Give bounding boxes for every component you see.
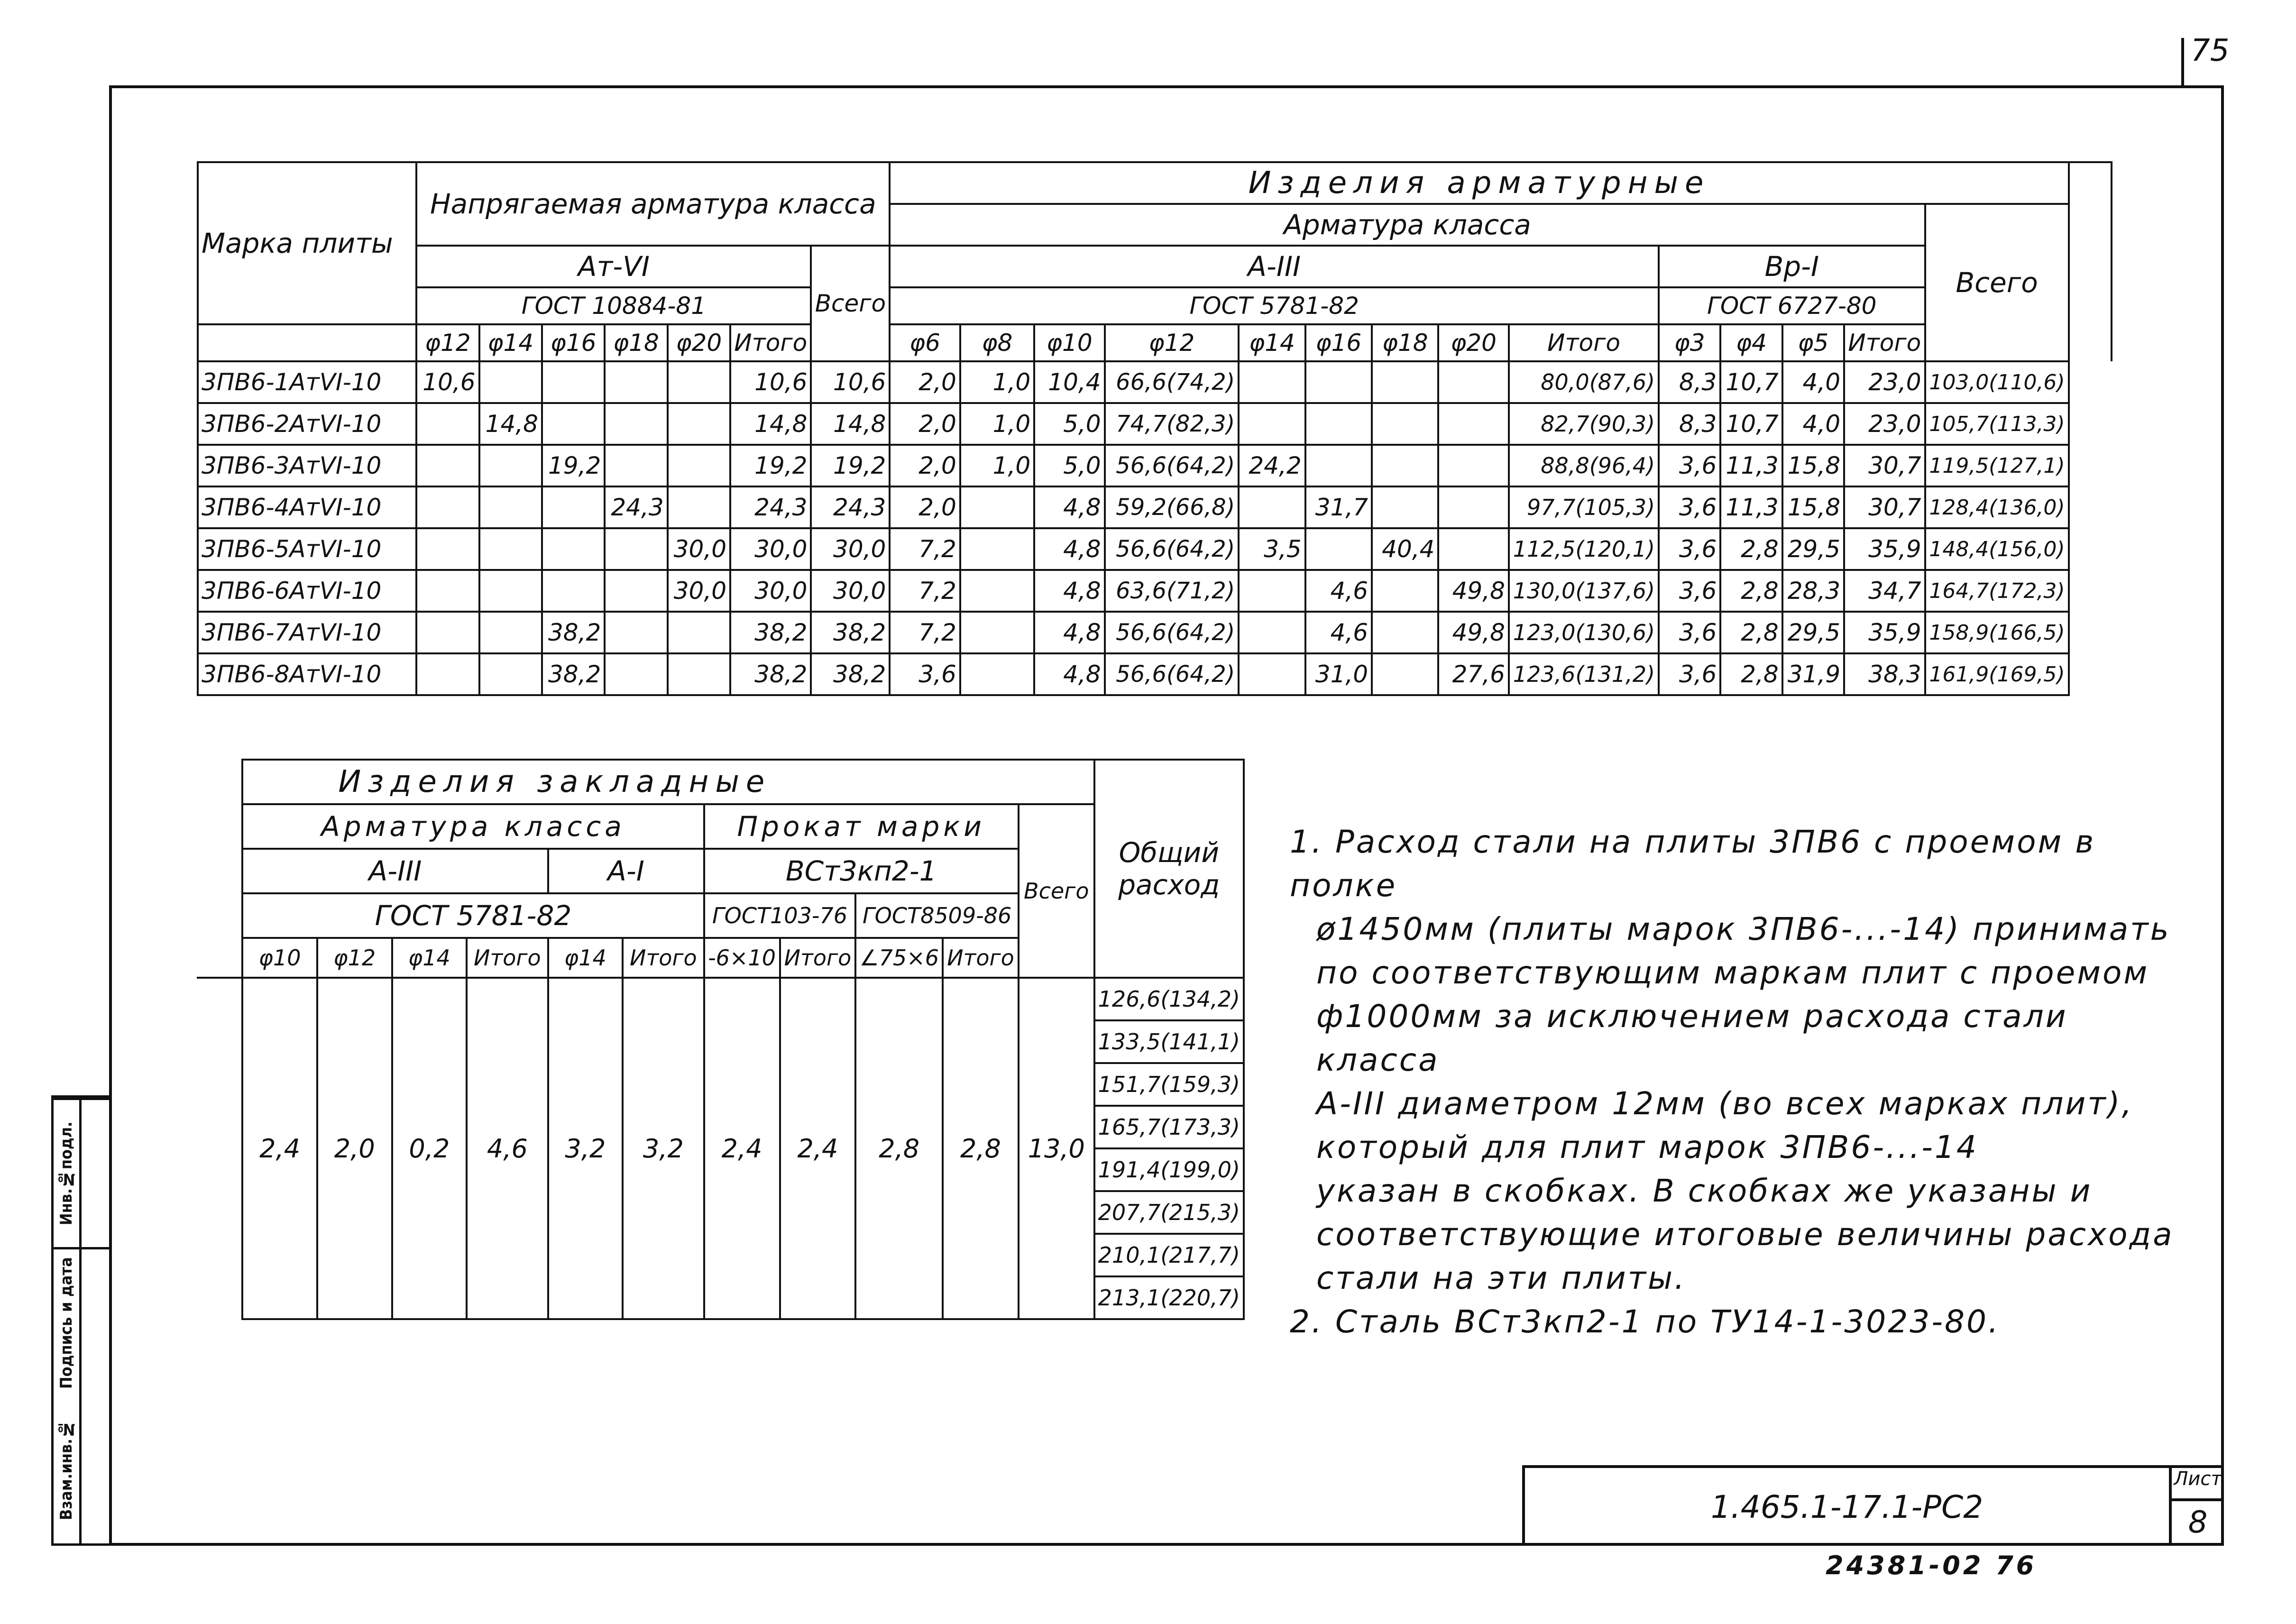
table-cell: 82,7(90,3) [1509, 403, 1659, 445]
table-cell: 19,2 [542, 445, 605, 486]
table-cell: 5,0 [1034, 445, 1104, 486]
table-cell: 4,0 [1782, 361, 1844, 403]
table-cell [542, 361, 605, 403]
table-cell: 10,7 [1720, 403, 1782, 445]
document-code: 1.465.1-17.1-РС2 [1710, 1488, 1984, 1525]
table-cell: 4,8 [1034, 486, 1104, 528]
col-bp: Итого [1844, 324, 1925, 361]
col-a3: φ20 [1438, 324, 1508, 361]
gost-a3: ГОСТ 5781-82 [890, 287, 1659, 324]
table-cell: 24,2 [1239, 445, 1305, 486]
note-1-line: указан в скобках. В скобках же указаны и [1316, 1173, 2093, 1209]
col-a3: Итого [1509, 324, 1659, 361]
table-cell: 3,6 [1659, 653, 1720, 695]
table-cell: 38,2 [730, 612, 811, 653]
table-cell [479, 445, 542, 486]
table-cell [1438, 528, 1508, 570]
table-cell: 34,7 [1844, 570, 1925, 612]
table-cell: 40,4 [1372, 528, 1438, 570]
total-consumption: 133,5(141,1) [1094, 1020, 1244, 1063]
sheet-box [2169, 1468, 2224, 1546]
table-cell [1372, 361, 1438, 403]
sheet-label: Лист [2172, 1468, 2224, 1501]
rebar-class-header: Арматура класса [890, 204, 1925, 246]
table-cell: 23,0 [1844, 403, 1925, 445]
table-cell: 10,6 [811, 361, 890, 403]
note-1-line: 1. Расход стали на плиты 3ПВ6 с проемом в полке [1290, 824, 2096, 904]
table-cell [1239, 612, 1305, 653]
edge-cell [2069, 570, 2112, 612]
table-cell: 56,6(64,2) [1105, 528, 1239, 570]
table-cell: 128,4(136,0) [1925, 486, 2069, 528]
total-consumption: 126,6(134,2) [1094, 978, 1244, 1020]
table-cell: 15,8 [1782, 486, 1844, 528]
table-cell: 3,5 [1239, 528, 1305, 570]
table-cell [1305, 361, 1372, 403]
table-cell: 30,0 [668, 570, 730, 612]
col-bp: φ3 [1659, 324, 1720, 361]
table-cell: 14,8 [730, 403, 811, 445]
embedded-value: 4,6 [467, 978, 548, 1319]
col-a3: φ8 [960, 324, 1034, 361]
table-cell [1305, 528, 1372, 570]
table-cell: 63,6(71,2) [1105, 570, 1239, 612]
edge-col [2069, 162, 2112, 361]
table-cell: 2,0 [890, 486, 960, 528]
table-row [197, 978, 1244, 1020]
table-cell: 56,6(64,2) [1105, 612, 1239, 653]
embedded-value: 3,2 [623, 978, 704, 1319]
table-cell [416, 528, 479, 570]
table-row [198, 570, 2112, 612]
table-cell [1372, 570, 1438, 612]
note-2: 2. Сталь ВСт3кп2-1 по ТУ14-1-3023-80. [1290, 1303, 2000, 1340]
rebar-table-body [198, 361, 2112, 695]
table-cell: 38,3 [1844, 653, 1925, 695]
table-cell [668, 653, 730, 695]
table-cell [605, 361, 667, 403]
table-cell: 164,7(172,3) [1925, 570, 2069, 612]
table-cell: 31,0 [1305, 653, 1372, 695]
table-cell: 2,0 [890, 361, 960, 403]
table-cell: 4,0 [1782, 403, 1844, 445]
table-cell: 3,6 [1659, 486, 1720, 528]
table-cell [1372, 403, 1438, 445]
table-row [198, 653, 2112, 695]
table-cell: 30,0 [730, 570, 811, 612]
table-cell: 31,9 [1782, 653, 1844, 695]
edge-cell [2069, 486, 2112, 528]
table-cell: 2,8 [1720, 612, 1782, 653]
emb-gost-5781: ГОСТ 5781-82 [242, 893, 704, 938]
emb-col: φ10 [242, 938, 317, 978]
table-cell: 38,2 [811, 653, 890, 695]
table-cell: 10,6 [416, 361, 479, 403]
table-cell: 10,6 [730, 361, 811, 403]
archive-number: 24381-02 76 [1826, 1551, 2037, 1580]
table-cell [1239, 570, 1305, 612]
table-cell: 80,0(87,6) [1509, 361, 1659, 403]
table-cell [416, 445, 479, 486]
edge-cell [2069, 612, 2112, 653]
col-a3: φ6 [890, 324, 960, 361]
table-cell: 4,8 [1034, 570, 1104, 612]
stamp-blank-3 [82, 1396, 110, 1543]
table-cell: 2,0 [890, 445, 960, 486]
table-cell: 56,6(64,2) [1105, 445, 1239, 486]
embedded-value: 2,4 [704, 978, 780, 1319]
table-cell [479, 612, 542, 653]
table-cell [960, 570, 1034, 612]
table-cell: 14,8 [811, 403, 890, 445]
col-at: φ18 [605, 324, 667, 361]
table-cell: 148,4(156,0) [1925, 528, 2069, 570]
steel-grade: ВСт3кп2-1 [704, 849, 1019, 893]
table-cell: 1,0 [960, 361, 1034, 403]
plate-mark: 3ПВ6-2АтVI-10 [198, 403, 416, 445]
sheet-number: 8 [2188, 1505, 2208, 1540]
table-cell: 10,7 [1720, 361, 1782, 403]
mark-header: Марка плиты [198, 162, 416, 324]
col-bp: φ4 [1720, 324, 1782, 361]
table-cell: 24,3 [811, 486, 890, 528]
table-cell [605, 570, 667, 612]
table-row [198, 612, 2112, 653]
table-cell: 88,8(96,4) [1509, 445, 1659, 486]
table-cell: 4,8 [1034, 612, 1104, 653]
table-cell: 28,3 [1782, 570, 1844, 612]
edge-cell [2069, 403, 2112, 445]
table-cell [605, 653, 667, 695]
table-cell: 30,0 [811, 528, 890, 570]
emb-col: Итого [467, 938, 548, 978]
table-cell: 112,5(120,1) [1509, 528, 1659, 570]
stamp-blank-1 [82, 1098, 110, 1247]
table-cell [1372, 612, 1438, 653]
embedded-value: 2,4 [242, 978, 317, 1319]
table-cell: 29,5 [1782, 528, 1844, 570]
col-at: Итого [730, 324, 811, 361]
emb-col: φ14 [392, 938, 467, 978]
embedded-value: 2,8 [943, 978, 1019, 1319]
table-cell: 59,2(66,8) [1105, 486, 1239, 528]
table-cell [479, 528, 542, 570]
table-row [198, 445, 2112, 486]
emb-class-a3: А-III [242, 849, 548, 893]
table-cell: 8,3 [1659, 403, 1720, 445]
note-1-line: ф1000мм за исключением расхода стали класса [1316, 998, 2068, 1078]
embedded-value: 2,0 [317, 978, 392, 1319]
table-cell: 14,8 [479, 403, 542, 445]
table-cell [605, 445, 667, 486]
corner-number: 75 [2191, 33, 2230, 68]
stamp-replace: Взам.инв.№ [57, 1420, 76, 1520]
gost-bp1: ГОСТ 6727-80 [1659, 287, 1925, 324]
note-1-line: ø1450мм (плиты марок 3ПВ6-...-14) принимать [1316, 911, 2171, 947]
table-cell [960, 528, 1034, 570]
table-cell [1438, 445, 1508, 486]
table-cell [479, 361, 542, 403]
table-cell [542, 570, 605, 612]
emb-gost-8509: ГОСТ8509-86 [855, 893, 1018, 938]
table-cell: 38,2 [811, 612, 890, 653]
emb-col: φ12 [317, 938, 392, 978]
table-cell [416, 570, 479, 612]
table-cell: 38,2 [730, 653, 811, 695]
col-a3: φ16 [1305, 324, 1372, 361]
table-cell [960, 653, 1034, 695]
table-cell: 11,3 [1720, 445, 1782, 486]
col-at: φ20 [668, 324, 730, 361]
table-row [198, 528, 2112, 570]
plate-mark: 3ПВ6-4АтVI-10 [198, 486, 416, 528]
table-cell: 30,0 [668, 528, 730, 570]
table-cell: 3,6 [1659, 445, 1720, 486]
emb-class-a1: А-I [548, 849, 704, 893]
table-cell [605, 528, 667, 570]
general-header: Общий расход [1094, 760, 1244, 978]
embedded-value: 13,0 [1019, 978, 1094, 1319]
gost-at: ГОСТ 10884-81 [416, 287, 811, 324]
note-1-line: по соответствующим маркам плит с проемом [1316, 954, 2149, 991]
table-cell [542, 486, 605, 528]
stub-cell [197, 978, 242, 1319]
table-cell: 27,6 [1438, 653, 1508, 695]
table-row [198, 486, 2112, 528]
table-cell [605, 403, 667, 445]
note-1-line: соответствующие итоговые величины расхода [1316, 1216, 2174, 1253]
table-cell: 66,6(74,2) [1105, 361, 1239, 403]
table-cell [1239, 403, 1305, 445]
table-cell: 161,9(169,5) [1925, 653, 2069, 695]
col-at: φ12 [416, 324, 479, 361]
table-cell: 103,0(110,6) [1925, 361, 2069, 403]
table-cell [1372, 445, 1438, 486]
plate-mark: 3ПВ6-8АтVI-10 [198, 653, 416, 695]
plate-mark: 3ПВ6-5АтVI-10 [198, 528, 416, 570]
table-cell [479, 486, 542, 528]
emb-total-header: Всего [1019, 804, 1094, 978]
table-cell: 4,8 [1034, 653, 1104, 695]
table-cell: 3,6 [1659, 528, 1720, 570]
title-block [1522, 1465, 2224, 1546]
edge-cell [2069, 361, 2112, 403]
class-bp1-header: Вр-I [1659, 246, 1925, 287]
table-cell [668, 486, 730, 528]
emb-col: Итого [780, 938, 856, 978]
table-cell: 2,8 [1720, 653, 1782, 695]
table-cell [416, 612, 479, 653]
table-cell: 49,8 [1438, 570, 1508, 612]
table-cell: 38,2 [542, 612, 605, 653]
edge-cell [2069, 445, 2112, 486]
table-cell [1239, 653, 1305, 695]
stamp-inv-orig: Инв.№подл. [54, 1098, 79, 1247]
stamp-labels [54, 1098, 82, 1543]
class-a3-header: А-III [890, 246, 1659, 287]
table-cell: 35,9 [1844, 612, 1925, 653]
table-cell [542, 528, 605, 570]
table-cell: 7,2 [890, 528, 960, 570]
table-cell: 3,6 [1659, 570, 1720, 612]
table-cell: 30,7 [1844, 445, 1925, 486]
table-cell [1438, 486, 1508, 528]
emb-col: Итого [623, 938, 704, 978]
table-cell: 2,8 [1720, 528, 1782, 570]
stamp-blank-2 [82, 1247, 110, 1396]
class-at-header: Ат-VI [416, 246, 811, 287]
table-cell: 3,6 [890, 653, 960, 695]
table-row [198, 403, 2112, 445]
total-consumption: 213,1(220,7) [1094, 1276, 1244, 1319]
table-cell: 19,2 [730, 445, 811, 486]
table-cell: 1,0 [960, 403, 1034, 445]
embedded-value: 0,2 [392, 978, 467, 1319]
table-cell: 74,7(82,3) [1105, 403, 1239, 445]
total-consumption: 165,7(173,3) [1094, 1106, 1244, 1148]
table-cell: 38,2 [542, 653, 605, 695]
table-cell [416, 653, 479, 695]
side-stamp [51, 1095, 112, 1546]
emb-col: Итого [943, 938, 1019, 978]
table-cell [542, 403, 605, 445]
table-cell [1372, 486, 1438, 528]
table-cell: 30,0 [730, 528, 811, 570]
col-a3: φ12 [1105, 324, 1239, 361]
table-cell [605, 612, 667, 653]
table-cell: 15,8 [1782, 445, 1844, 486]
table-cell: 158,9(166,5) [1925, 612, 2069, 653]
table-cell: 3,6 [1659, 612, 1720, 653]
table-cell: 4,6 [1305, 570, 1372, 612]
rolled-header: Прокат марки [704, 804, 1019, 849]
table-cell: 7,2 [890, 612, 960, 653]
table-cell: 19,2 [811, 445, 890, 486]
total-consumption: 151,7(159,3) [1094, 1063, 1244, 1106]
table-cell: 97,7(105,3) [1509, 486, 1659, 528]
plate-mark: 3ПВ6-3АтVI-10 [198, 445, 416, 486]
table-cell: 2,0 [890, 403, 960, 445]
table-cell: 31,7 [1305, 486, 1372, 528]
table-cell [668, 445, 730, 486]
emb-col: -6×10 [704, 938, 780, 978]
table-cell [1239, 486, 1305, 528]
mark-header-blank [198, 324, 416, 361]
table-cell [1305, 403, 1372, 445]
grand-total-header: Всего [1925, 204, 2069, 361]
emb-gost-103: ГОСТ103-76 [704, 893, 856, 938]
embedded-header: Изделия закладные [242, 760, 1094, 804]
embedded-value: 2,4 [780, 978, 856, 1319]
emb-rebar-class: Арматура класса [242, 804, 704, 849]
table-cell [1305, 445, 1372, 486]
table-cell: 35,9 [1844, 528, 1925, 570]
table-row [198, 361, 2112, 403]
plate-mark: 3ПВ6-6АтVI-10 [198, 570, 416, 612]
table-cell [1372, 653, 1438, 695]
edge-cell [2069, 528, 2112, 570]
stamp-values [82, 1098, 110, 1543]
table-cell: 30,7 [1844, 486, 1925, 528]
col-a3: φ14 [1239, 324, 1305, 361]
table-cell [960, 612, 1034, 653]
stub-col [197, 760, 242, 978]
table-cell: 56,6(64,2) [1105, 653, 1239, 695]
plate-mark: 3ПВ6-1АтVI-10 [198, 361, 416, 403]
table-cell: 123,6(131,2) [1509, 653, 1659, 695]
col-bp: φ5 [1782, 324, 1844, 361]
table-cell: 2,8 [1720, 570, 1782, 612]
table-cell [479, 653, 542, 695]
total-consumption: 207,7(215,3) [1094, 1191, 1244, 1234]
stamp-signature: Подпись и дата [54, 1247, 79, 1396]
table-cell [1239, 361, 1305, 403]
embedded-value: 2,8 [855, 978, 943, 1319]
table-cell [416, 403, 479, 445]
embedded-table [197, 759, 1245, 1320]
table-cell: 49,8 [1438, 612, 1508, 653]
table-cell: 30,0 [811, 570, 890, 612]
embedded-table-body [197, 978, 1244, 1319]
table-cell: 123,0(130,6) [1509, 612, 1659, 653]
emb-col: ∠75×6 [855, 938, 943, 978]
col-a3: φ10 [1034, 324, 1104, 361]
table-cell [416, 486, 479, 528]
products-header: Изделия арматурные [890, 162, 2068, 204]
table-cell: 24,3 [605, 486, 667, 528]
table-cell [1438, 403, 1508, 445]
table-cell: 130,0(137,6) [1509, 570, 1659, 612]
table-cell [668, 361, 730, 403]
table-cell: 119,5(127,1) [1925, 445, 2069, 486]
total-consumption: 191,4(199,0) [1094, 1148, 1244, 1191]
table-cell: 7,2 [890, 570, 960, 612]
table-cell [668, 403, 730, 445]
notes [1290, 820, 2191, 1344]
col-at: φ14 [479, 324, 542, 361]
table-cell [960, 486, 1034, 528]
table-cell: 29,5 [1782, 612, 1844, 653]
edge-cell [2069, 653, 2112, 695]
table-cell: 5,0 [1034, 403, 1104, 445]
plate-mark: 3ПВ6-7АтVI-10 [198, 612, 416, 653]
table-cell: 23,0 [1844, 361, 1925, 403]
table-cell: 10,4 [1034, 361, 1104, 403]
table-cell [479, 570, 542, 612]
table-cell: 24,3 [730, 486, 811, 528]
note-1-line: стали на эти плиты. [1316, 1260, 1687, 1296]
table-cell [668, 612, 730, 653]
table-cell: 105,7(113,3) [1925, 403, 2069, 445]
table-cell: 1,0 [960, 445, 1034, 486]
col-at: φ16 [542, 324, 605, 361]
total-consumption: 210,1(217,7) [1094, 1234, 1244, 1276]
table-cell: 8,3 [1659, 361, 1720, 403]
at-total-header: Всего [811, 246, 890, 361]
emb-col: φ14 [548, 938, 623, 978]
tensioned-header: Напрягаемая арматура класса [416, 162, 890, 246]
note-1-line: А-III диаметром 12мм (во всех марках плит), [1316, 1085, 2134, 1122]
table-cell [1438, 361, 1508, 403]
table-cell: 11,3 [1720, 486, 1782, 528]
rebar-table [197, 161, 2112, 696]
col-a3: φ18 [1372, 324, 1438, 361]
table-cell: 4,6 [1305, 612, 1372, 653]
embedded-value: 3,2 [548, 978, 623, 1319]
table-cell: 4,8 [1034, 528, 1104, 570]
note-1-line: который для плит марок 3ПВ6-...-14 [1316, 1129, 1978, 1165]
